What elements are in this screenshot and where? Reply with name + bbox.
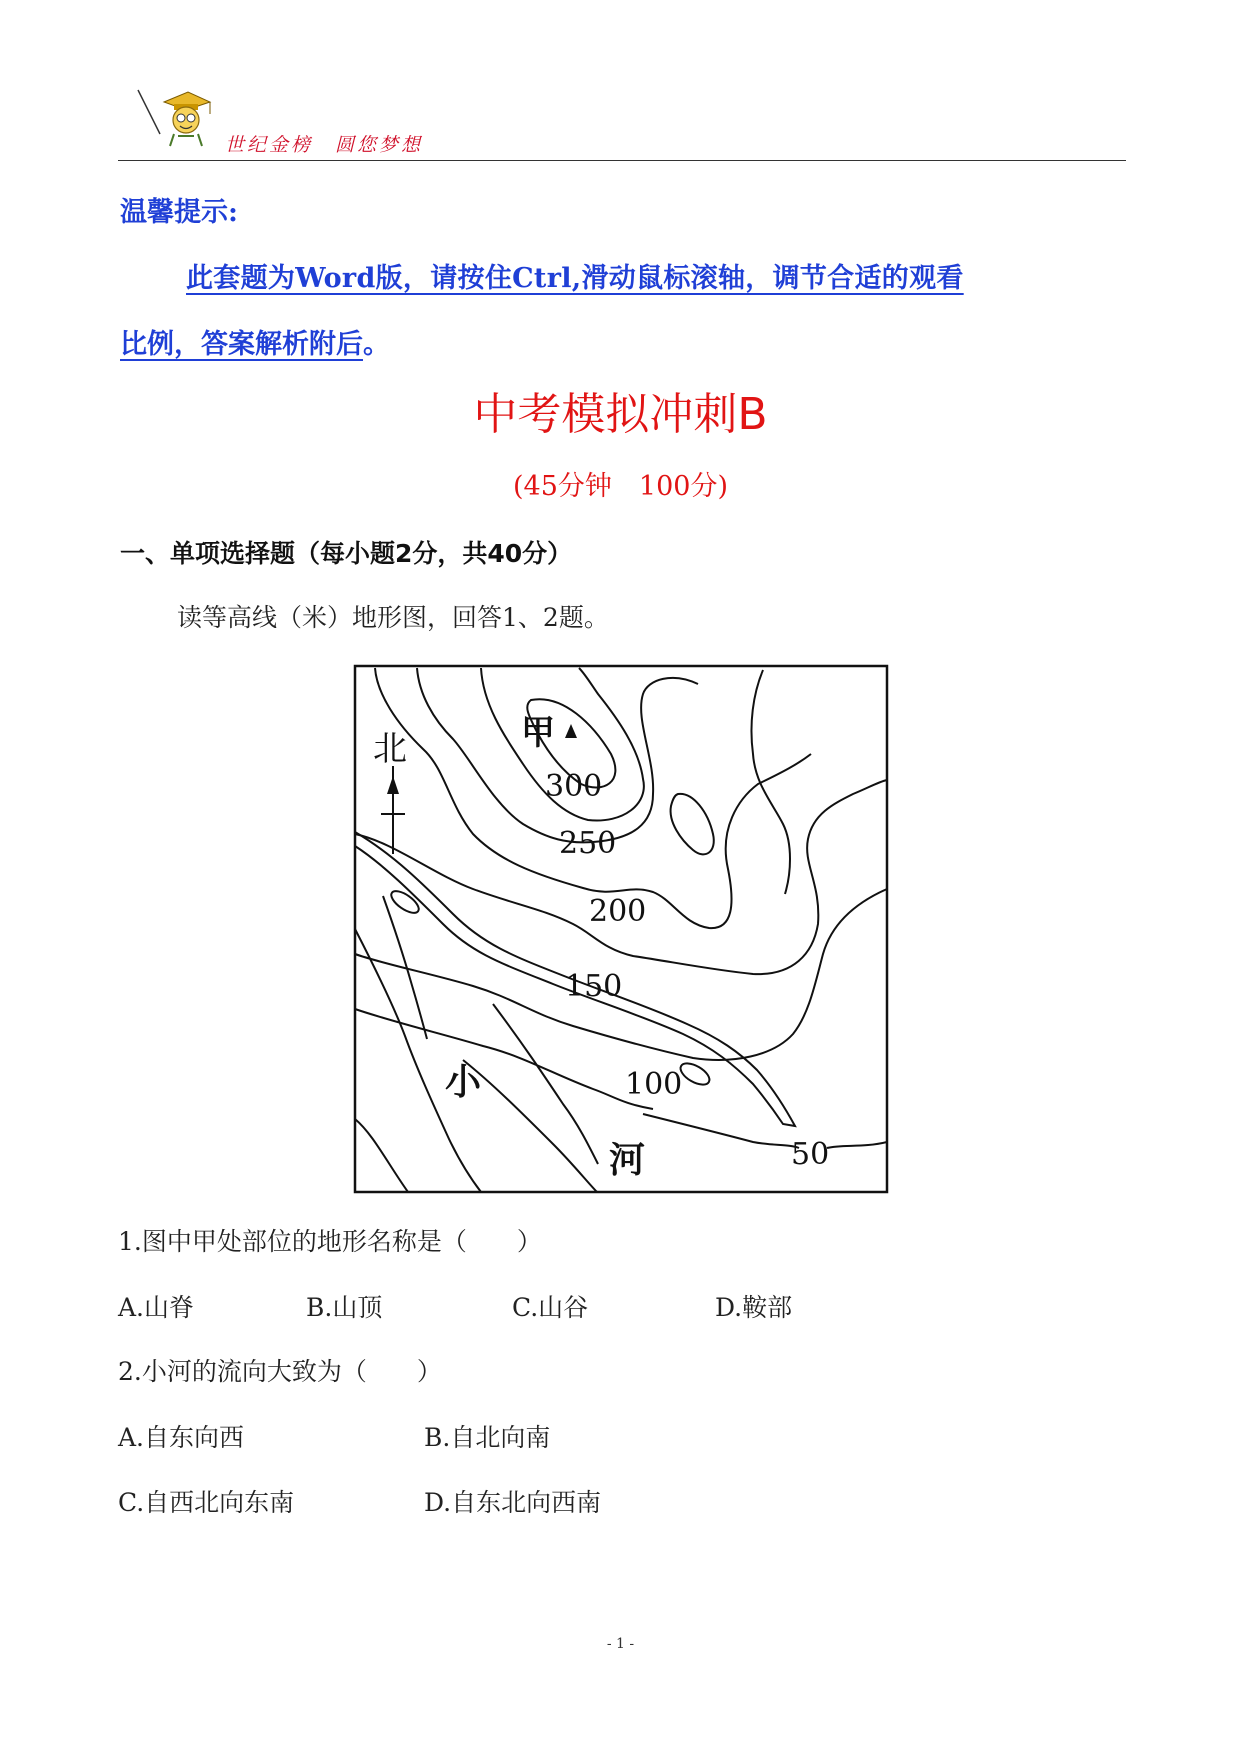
contour-lines xyxy=(355,668,887,1192)
contour-label-50: 50 xyxy=(791,1137,830,1172)
notice-text-line2-underlined: 比例，答案解析附后 xyxy=(120,329,363,360)
peak-label: 甲 xyxy=(521,713,555,753)
map-frame xyxy=(355,666,887,1192)
north-label: 北 xyxy=(373,729,407,769)
exam-subtitle: (45分钟 100分) xyxy=(513,471,728,502)
question-2-stem: 2.小河的流向大致为（ ） xyxy=(118,1357,442,1386)
question-1-stem: 1.图中甲处部位的地形名称是（ ） xyxy=(118,1227,542,1256)
exam-title: 中考模拟冲刺B xyxy=(473,389,768,440)
question-2-option-b: B.自北向南 xyxy=(424,1423,551,1452)
notice-title: 温馨提示: xyxy=(120,197,238,228)
peak-triangle-icon xyxy=(565,724,577,738)
contour-label-250: 250 xyxy=(559,826,617,861)
contour-label-200: 200 xyxy=(589,894,647,929)
north-arrow-icon xyxy=(381,766,405,854)
section-title: 一、单项选择题（每小题2分，共40分） xyxy=(120,539,573,568)
question-1-option-c: C.山谷 xyxy=(512,1293,589,1322)
contour-label-100: 100 xyxy=(625,1067,683,1102)
question-2-option-d: D.自东北向西南 xyxy=(424,1488,602,1517)
header-slogan: 世纪金榜 圆您梦想 xyxy=(225,134,424,156)
notice-text-line1: 此套题为Word版，请按住Ctrl,滑动鼠标滚轴，调节合适的观看 xyxy=(186,263,964,294)
question-1-option-b: B.山顶 xyxy=(306,1293,383,1322)
question-1-option-a: A.山脊 xyxy=(118,1293,195,1322)
question-intro: 读等高线（米）地形图，回答1、2题。 xyxy=(177,603,609,632)
notice-text-line2-end: 。 xyxy=(363,329,390,360)
logo-icon xyxy=(134,84,214,150)
notice-text-line2 xyxy=(120,322,390,361)
header-divider xyxy=(118,160,1126,161)
contour-label-300: 300 xyxy=(545,769,603,804)
river-label-2: 河 xyxy=(609,1139,646,1181)
river-label-1: 小 xyxy=(445,1061,482,1103)
contour-label-150: 150 xyxy=(565,969,623,1004)
contour-map xyxy=(353,664,889,1194)
question-2-option-c: C.自西北向东南 xyxy=(118,1488,295,1517)
page-number: - 1 - xyxy=(606,1636,635,1652)
question-1-option-d: D.鞍部 xyxy=(715,1293,793,1322)
question-2-option-a: A.自东向西 xyxy=(118,1423,245,1452)
